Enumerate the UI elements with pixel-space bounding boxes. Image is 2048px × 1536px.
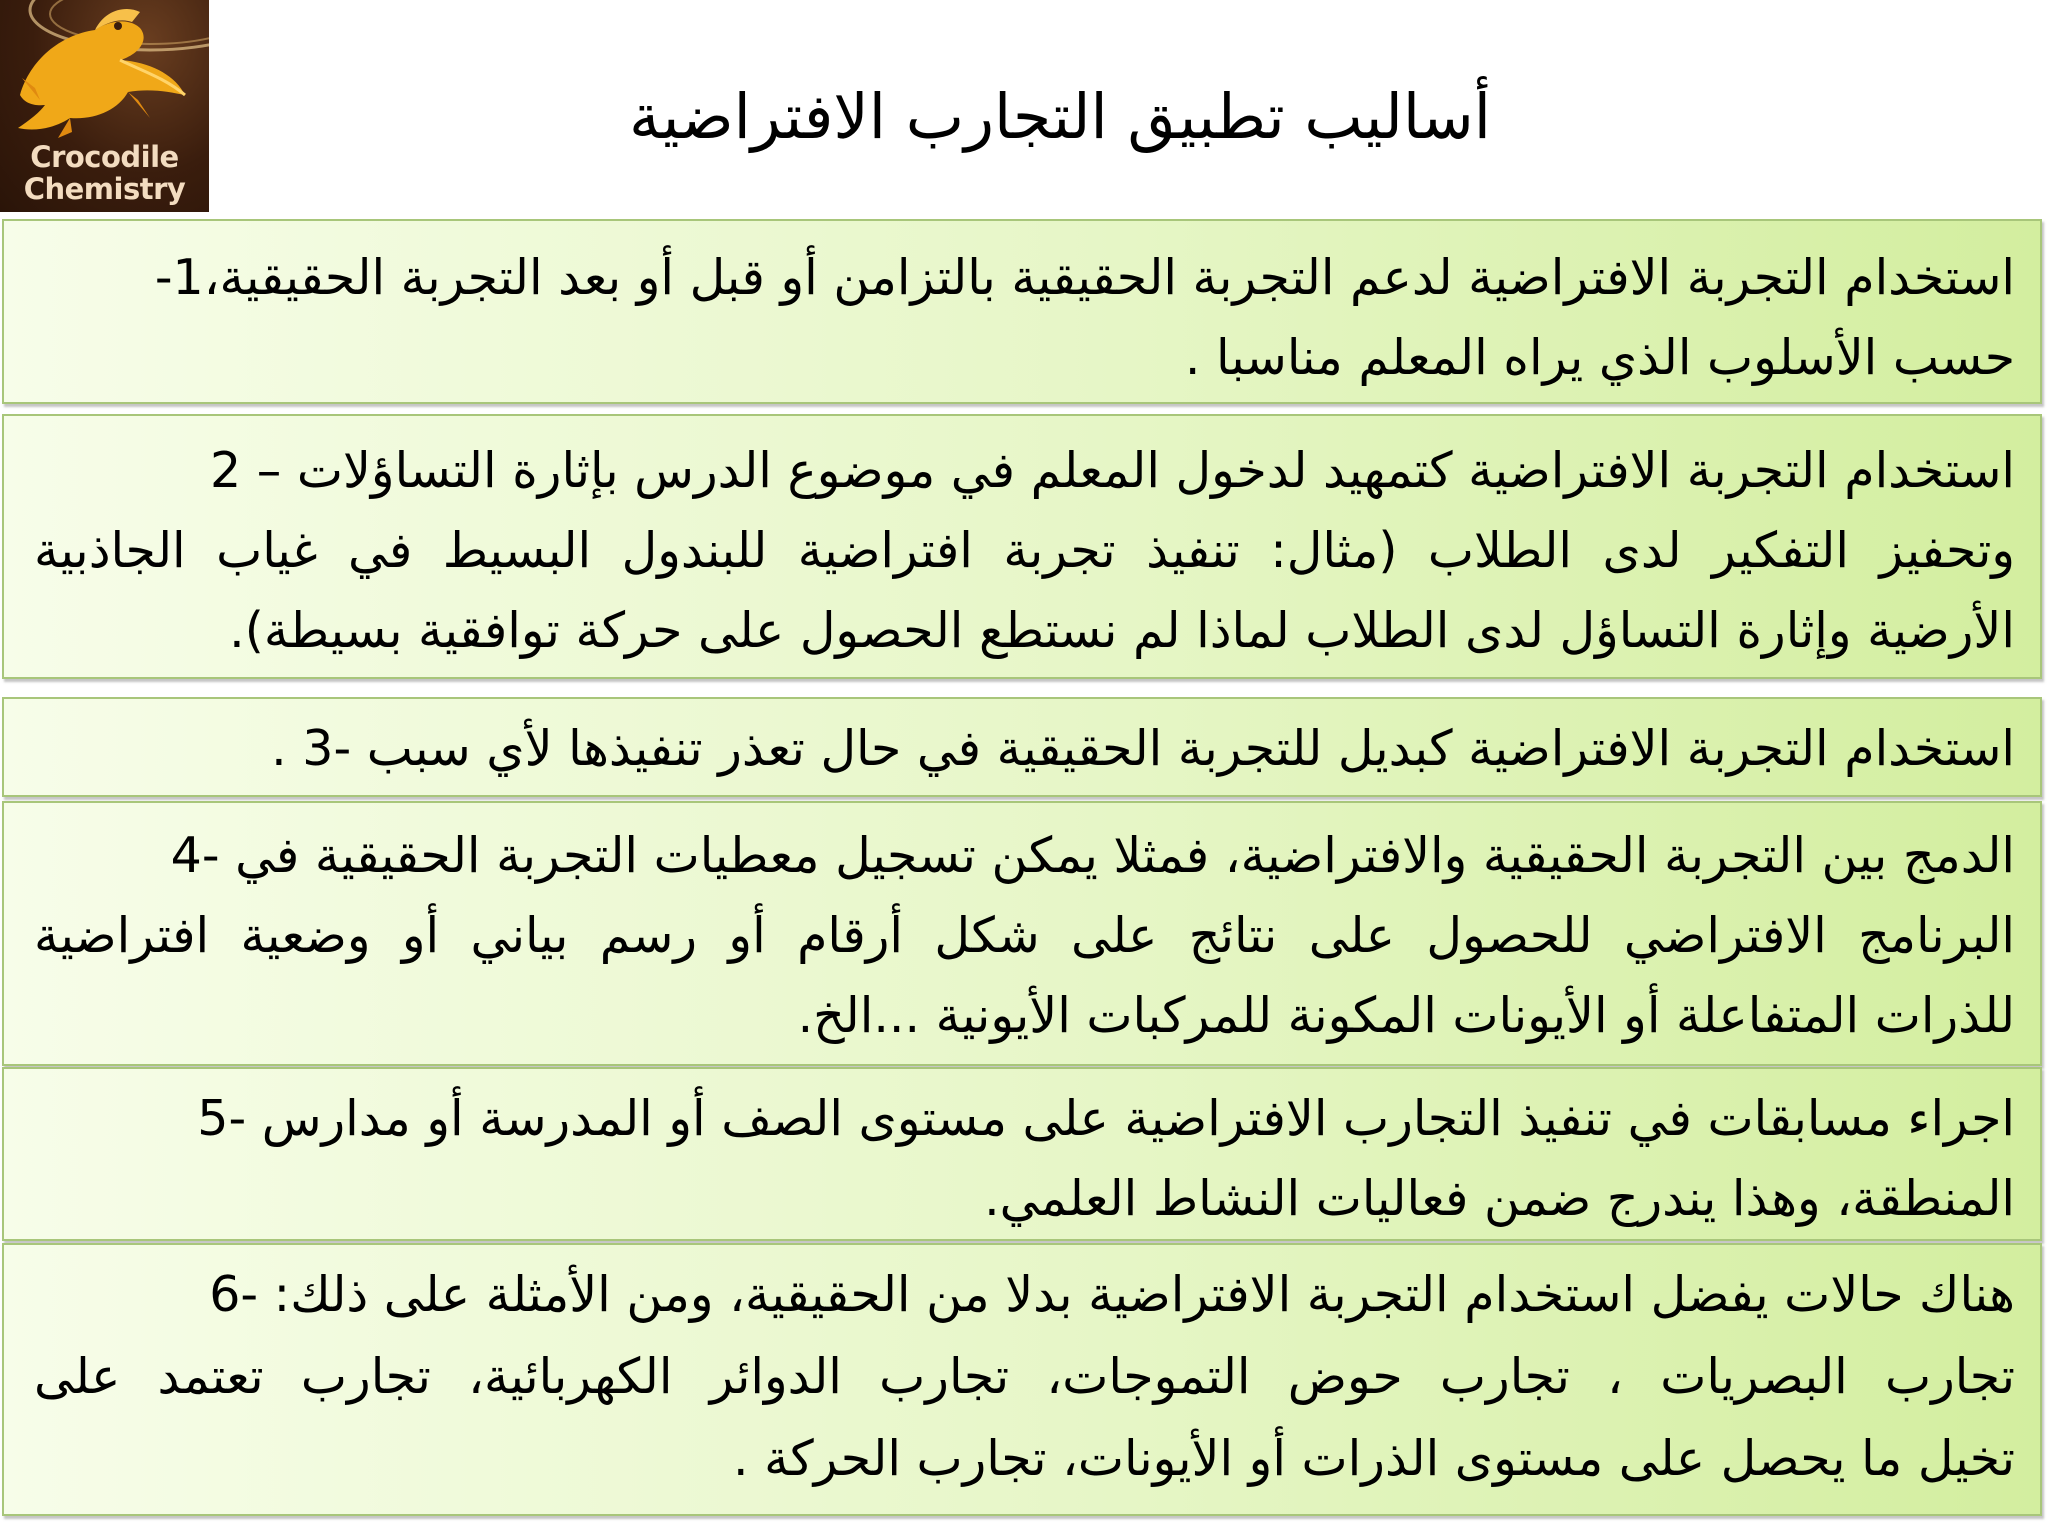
- item-2-line-3: الأرضية وإثارة التساؤل لدى الطلاب لماذا لم نستطع الحصول على حركة توافقية بسيطة).: [229, 602, 2015, 659]
- method-item-1: [2, 219, 2042, 404]
- item-6-line-2: تجارب البصريات ، تجارب حوض التموجات، تجارب الدوائر الكهربائية، تجارب تعتمد على: [34, 1348, 2015, 1405]
- crocodile-chemistry-logo: [0, 0, 209, 212]
- method-item-5: [2, 1067, 2042, 1241]
- item-4-line-1: الدمج بين التجربة الحقيقية والافتراضية، فمثلا يمكن تسجيل معطيات التجربة الحقيقية في -4: [170, 827, 2015, 884]
- item-3-line-1: استخدام التجربة الافتراضية كبديل للتجربة الحقيقية في حال تعذر تنفيذها لأي سبب -3 .: [271, 720, 2015, 777]
- method-item-4: [2, 801, 2042, 1066]
- item-6-line-3: تخيل ما يحصل على مستوى الذرات أو الأيونات، تجارب الحركة .: [732, 1430, 2015, 1487]
- item-4-line-3: للذرات المتفاعلة أو الأيونات المكونة للمركبات الأيونية ...الخ.: [797, 987, 2015, 1044]
- item-1-line-2: حسب الأسلوب الذي يراه المعلم مناسبا .: [1184, 329, 2015, 386]
- method-item-2: [2, 414, 2042, 679]
- item-6-line-1: هناك حالات يفضل استخدام التجربة الافتراضية بدلا من الحقيقية، ومن الأمثلة على ذلك: -6: [209, 1266, 2015, 1323]
- logo-text-line1: Crocodile: [30, 140, 179, 174]
- item-2-line-1: استخدام التجربة الافتراضية كتمهيد لدخول المعلم في موضوع الدرس بإثارة التساؤلات – 2: [210, 442, 2015, 499]
- method-item-6: [2, 1243, 2042, 1516]
- item-5-line-2: المنطقة، وهذا يندرج ضمن فعاليات النشاط العلمي.: [984, 1170, 2015, 1227]
- item-1-line-1: استخدام التجربة الافتراضية لدعم التجربة الحقيقية بالتزامن أو قبل أو بعد التجربة الحقيقية،1-: [154, 249, 2015, 306]
- method-item-3: [2, 697, 2042, 797]
- item-4-line-2: البرنامج الافتراضي للحصول على نتائج على شكل أرقام أو رسم بياني أو وضعية افتراضية: [34, 907, 2015, 964]
- logo-text-line2: Chemistry: [23, 172, 186, 206]
- item-2-line-2: وتحفيز التفكير لدى الطلاب (مثال: تنفيذ تجربة افتراضية للبندول البسيط في غياب الجاذبية: [34, 522, 2015, 579]
- slide-title: أساليب تطبيق التجارب الافتراضية: [629, 80, 1491, 153]
- item-5-line-1: اجراء مسابقات في تنفيذ التجارب الافتراضية على مستوى الصف أو المدرسة أو مدارس -5: [197, 1090, 2015, 1147]
